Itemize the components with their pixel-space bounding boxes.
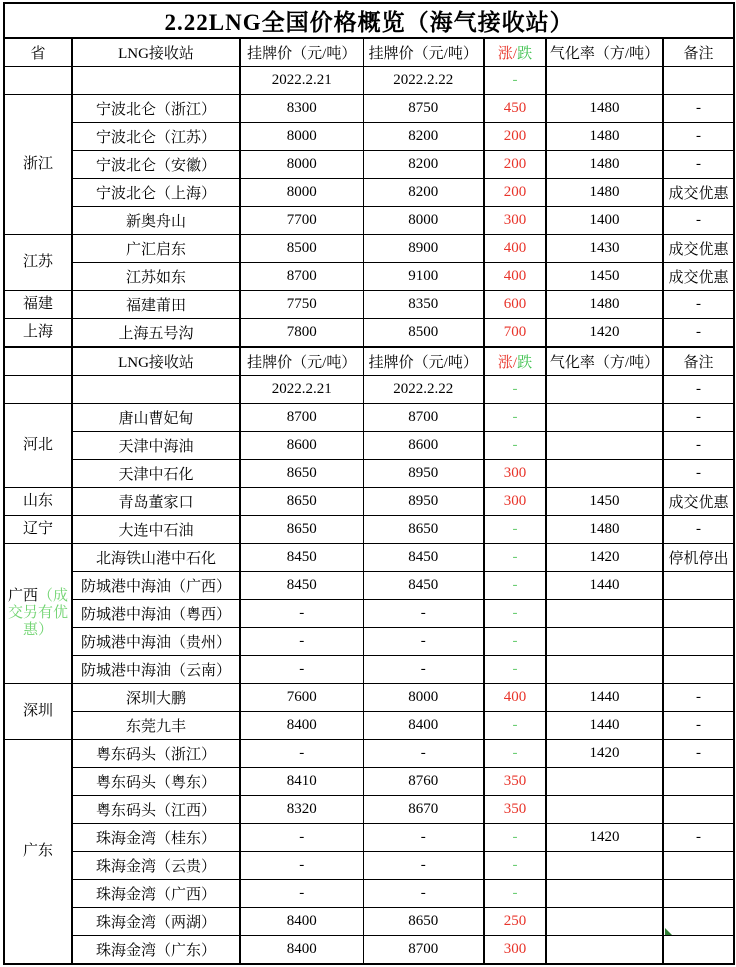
cell-note bbox=[663, 796, 734, 824]
cell-station: 新奥舟山 bbox=[72, 207, 240, 235]
cell-note: - bbox=[663, 319, 734, 348]
cell-station: 天津中石化 bbox=[72, 460, 240, 488]
cell-station: 宁波北仑（安徽） bbox=[72, 151, 240, 179]
date-change: - bbox=[484, 67, 546, 95]
cell-station: 青岛董家口 bbox=[72, 488, 240, 516]
header-note: 备注 bbox=[663, 347, 734, 376]
cell-note bbox=[663, 656, 734, 684]
cell-note bbox=[663, 600, 734, 628]
cell-note bbox=[663, 936, 734, 965]
table-row bbox=[4, 179, 734, 207]
table-row bbox=[4, 207, 734, 235]
cell-change: 700 bbox=[484, 319, 546, 348]
table-row bbox=[4, 712, 734, 740]
cell-rate bbox=[546, 628, 663, 656]
cell-note: - bbox=[663, 712, 734, 740]
cell-rate bbox=[546, 796, 663, 824]
table-row bbox=[4, 263, 734, 291]
cell-province bbox=[4, 488, 72, 516]
cell-note: - bbox=[663, 516, 734, 544]
cell-province bbox=[4, 404, 72, 488]
table-row bbox=[4, 488, 734, 516]
cell-price-2-22: 8350 bbox=[363, 291, 484, 319]
header-row bbox=[4, 347, 734, 376]
cell-rate: 1450 bbox=[546, 488, 663, 516]
header-change-fall: 跌 bbox=[517, 355, 533, 371]
table-row bbox=[4, 460, 734, 488]
cell-rate: 1450 bbox=[546, 263, 663, 291]
cell-rate bbox=[546, 600, 663, 628]
cell-price-2-22: 8700 bbox=[363, 404, 484, 432]
cell-note bbox=[663, 908, 734, 936]
table-row bbox=[4, 235, 734, 263]
cell-price-2-21: 8650 bbox=[240, 488, 363, 516]
cell-change: 300 bbox=[484, 460, 546, 488]
cell-change: - bbox=[484, 544, 546, 572]
date-2-22: 2022.2.22 bbox=[363, 67, 484, 95]
table-row bbox=[4, 319, 734, 348]
cell-rate bbox=[546, 432, 663, 460]
cell-rate: 1430 bbox=[546, 235, 663, 263]
table-row bbox=[4, 404, 734, 432]
cell-change: - bbox=[484, 880, 546, 908]
table-row bbox=[4, 291, 734, 319]
cell-station: 福建莆田 bbox=[72, 291, 240, 319]
cell-rate: 1420 bbox=[546, 824, 663, 852]
table-row bbox=[4, 95, 734, 123]
header-change-slash: / bbox=[512, 355, 518, 371]
cell-change: 450 bbox=[484, 95, 546, 123]
table-row bbox=[4, 880, 734, 908]
cell-rate bbox=[546, 768, 663, 796]
cell-rate: 1480 bbox=[546, 95, 663, 123]
header-station: LNG接收站 bbox=[72, 347, 240, 376]
cell-change: 600 bbox=[484, 291, 546, 319]
table-row bbox=[4, 656, 734, 684]
cell-province bbox=[4, 291, 72, 319]
cell-price-2-21: 8300 bbox=[240, 95, 363, 123]
cell-change: 200 bbox=[484, 179, 546, 207]
date-note bbox=[663, 67, 734, 95]
cell-station: 北海铁山港中石化 bbox=[72, 544, 240, 572]
cell-price-2-21: 8650 bbox=[240, 460, 363, 488]
cell-note: 成交优惠 bbox=[663, 488, 734, 516]
cell-change: 200 bbox=[484, 151, 546, 179]
cell-change: 250 bbox=[484, 908, 546, 936]
cell-station: 唐山曹妃甸 bbox=[72, 404, 240, 432]
cell-rate: 1440 bbox=[546, 712, 663, 740]
cell-price-2-21: - bbox=[240, 740, 363, 768]
date-station-empty bbox=[72, 67, 240, 95]
cell-price-2-22: - bbox=[363, 740, 484, 768]
header-change bbox=[484, 347, 546, 376]
cell-price-2-21: 8450 bbox=[240, 544, 363, 572]
cell-note bbox=[663, 572, 734, 600]
cell-rate: 1400 bbox=[546, 207, 663, 235]
cell-price-2-22: - bbox=[363, 824, 484, 852]
cell-price-2-22: 8650 bbox=[363, 908, 484, 936]
page-title: 2.22LNG全国价格概览（海气接收站） bbox=[4, 3, 734, 38]
cell-price-2-22: 8760 bbox=[363, 768, 484, 796]
table-row bbox=[4, 123, 734, 151]
header-province: 省 bbox=[4, 38, 72, 67]
header-rate: 气化率（方/吨） bbox=[546, 38, 663, 67]
cell-rate: 1420 bbox=[546, 740, 663, 768]
cell-change: - bbox=[484, 432, 546, 460]
cell-station: 天津中海油 bbox=[72, 432, 240, 460]
table-row bbox=[4, 824, 734, 852]
table-row bbox=[4, 432, 734, 460]
cell-price-2-21: 8320 bbox=[240, 796, 363, 824]
cell-price-2-21: 8410 bbox=[240, 768, 363, 796]
date-row bbox=[4, 67, 734, 95]
cell-price-2-22: 8450 bbox=[363, 572, 484, 600]
cell-change: - bbox=[484, 628, 546, 656]
cell-province bbox=[4, 516, 72, 544]
cell-province bbox=[4, 95, 72, 235]
cell-price-2-22: 8200 bbox=[363, 179, 484, 207]
cell-change: - bbox=[484, 516, 546, 544]
cell-station: 防城港中海油（粤西） bbox=[72, 600, 240, 628]
cell-price-2-22: 8900 bbox=[363, 235, 484, 263]
cell-price-2-21: 7700 bbox=[240, 207, 363, 235]
cell-change: - bbox=[484, 740, 546, 768]
cell-station: 东莞九丰 bbox=[72, 712, 240, 740]
table-row bbox=[4, 600, 734, 628]
cell-change: 300 bbox=[484, 936, 546, 965]
province-note: （成交另有优惠） bbox=[7, 587, 69, 639]
cell-price-2-21: 8700 bbox=[240, 263, 363, 291]
cell-change: 400 bbox=[484, 263, 546, 291]
table-row bbox=[4, 796, 734, 824]
date-row bbox=[4, 376, 734, 404]
cell-rate bbox=[546, 908, 663, 936]
province-name: 浙江 bbox=[22, 155, 53, 172]
cell-price-2-21: 7800 bbox=[240, 319, 363, 348]
cell-station: 宁波北仑（浙江） bbox=[72, 95, 240, 123]
cell-price-2-22: 8670 bbox=[363, 796, 484, 824]
cell-price-2-21: 7750 bbox=[240, 291, 363, 319]
table-row bbox=[4, 516, 734, 544]
table-row bbox=[4, 544, 734, 572]
date-change: - bbox=[484, 376, 546, 404]
cell-corner-flag-icon bbox=[665, 928, 672, 935]
cell-rate: 1420 bbox=[546, 544, 663, 572]
cell-station: 广汇启东 bbox=[72, 235, 240, 263]
cell-price-2-22: 8600 bbox=[363, 432, 484, 460]
date-province-empty bbox=[4, 67, 72, 95]
cell-note: - bbox=[663, 151, 734, 179]
header-change bbox=[484, 38, 546, 67]
cell-price-2-21: 8650 bbox=[240, 516, 363, 544]
province-name: 辽宁 bbox=[22, 520, 53, 537]
cell-rate: 1480 bbox=[546, 516, 663, 544]
province-name: 广西 bbox=[7, 587, 38, 604]
cell-station: 宁波北仑（江苏） bbox=[72, 123, 240, 151]
cell-note: 停机停出 bbox=[663, 544, 734, 572]
cell-note: - bbox=[663, 460, 734, 488]
province-name: 上海 bbox=[22, 323, 53, 340]
table-row bbox=[4, 628, 734, 656]
date-rate bbox=[546, 376, 663, 404]
cell-station: 江苏如东 bbox=[72, 263, 240, 291]
date-province-empty bbox=[4, 376, 72, 404]
cell-station: 粤东码头（江西） bbox=[72, 796, 240, 824]
cell-price-2-21: 8700 bbox=[240, 404, 363, 432]
table-row bbox=[4, 852, 734, 880]
cell-price-2-22: 8000 bbox=[363, 207, 484, 235]
cell-price-2-22: - bbox=[363, 600, 484, 628]
cell-price-2-21: - bbox=[240, 628, 363, 656]
cell-price-2-22: 8000 bbox=[363, 684, 484, 712]
cell-note bbox=[663, 852, 734, 880]
cell-price-2-22: 8650 bbox=[363, 516, 484, 544]
province-name: 江苏 bbox=[22, 253, 53, 270]
table-row bbox=[4, 768, 734, 796]
date-2-22: 2022.2.22 bbox=[363, 376, 484, 404]
cell-rate: 1480 bbox=[546, 123, 663, 151]
header-station: LNG接收站 bbox=[72, 38, 240, 67]
cell-price-2-22: 8750 bbox=[363, 95, 484, 123]
cell-price-2-22: - bbox=[363, 628, 484, 656]
cell-change: - bbox=[484, 572, 546, 600]
cell-note: - bbox=[663, 95, 734, 123]
header-rate: 气化率（方/吨） bbox=[546, 347, 663, 376]
cell-price-2-22: 8950 bbox=[363, 488, 484, 516]
title-row bbox=[4, 3, 734, 38]
cell-price-2-21: 8000 bbox=[240, 123, 363, 151]
cell-price-2-21: 8450 bbox=[240, 572, 363, 600]
cell-rate bbox=[546, 936, 663, 965]
cell-price-2-21: - bbox=[240, 656, 363, 684]
header-change-fall: 跌 bbox=[517, 46, 533, 62]
cell-change: - bbox=[484, 824, 546, 852]
cell-price-2-22: 8500 bbox=[363, 319, 484, 348]
cell-price-2-21: 8500 bbox=[240, 235, 363, 263]
cell-station: 珠海金湾（广东） bbox=[72, 936, 240, 965]
cell-change: 400 bbox=[484, 684, 546, 712]
header-note: 备注 bbox=[663, 38, 734, 67]
cell-price-2-22: 9100 bbox=[363, 263, 484, 291]
header-row bbox=[4, 38, 734, 67]
cell-change: - bbox=[484, 852, 546, 880]
cell-price-2-22: 8450 bbox=[363, 544, 484, 572]
province-name: 河北 bbox=[22, 436, 53, 453]
header-province bbox=[4, 347, 72, 376]
cell-price-2-21: 8000 bbox=[240, 151, 363, 179]
cell-station: 防城港中海油（广西） bbox=[72, 572, 240, 600]
cell-rate bbox=[546, 656, 663, 684]
cell-rate: 1440 bbox=[546, 684, 663, 712]
cell-note bbox=[663, 768, 734, 796]
date-station-empty bbox=[72, 376, 240, 404]
header-change-slash: / bbox=[512, 46, 518, 62]
cell-note: 成交优惠 bbox=[663, 179, 734, 207]
cell-station: 防城港中海油（云南） bbox=[72, 656, 240, 684]
cell-price-2-21: 7600 bbox=[240, 684, 363, 712]
table-row bbox=[4, 572, 734, 600]
cell-province bbox=[4, 684, 72, 740]
date-note: - bbox=[663, 376, 734, 404]
province-name: 福建 bbox=[22, 295, 53, 312]
cell-price-2-22: 8700 bbox=[363, 936, 484, 965]
province-name: 深圳 bbox=[22, 702, 53, 719]
table-row bbox=[4, 740, 734, 768]
cell-note: - bbox=[663, 207, 734, 235]
cell-station: 珠海金湾（云贵） bbox=[72, 852, 240, 880]
cell-change: 350 bbox=[484, 796, 546, 824]
cell-station: 珠海金湾（广西） bbox=[72, 880, 240, 908]
cell-change: - bbox=[484, 600, 546, 628]
cell-rate: 1480 bbox=[546, 151, 663, 179]
cell-province bbox=[4, 319, 72, 348]
cell-station: 深圳大鹏 bbox=[72, 684, 240, 712]
cell-station: 珠海金湾（桂东） bbox=[72, 824, 240, 852]
cell-price-2-21: 8400 bbox=[240, 936, 363, 965]
cell-price-2-22: 8200 bbox=[363, 123, 484, 151]
cell-price-2-21: - bbox=[240, 852, 363, 880]
cell-change: 200 bbox=[484, 123, 546, 151]
cell-price-2-22: - bbox=[363, 852, 484, 880]
header-price-2-21: 挂牌价（元/吨） bbox=[240, 347, 363, 376]
cell-rate bbox=[546, 460, 663, 488]
header-price-2-22: 挂牌价（元/吨） bbox=[363, 347, 484, 376]
cell-price-2-21: 8400 bbox=[240, 712, 363, 740]
table-row bbox=[4, 936, 734, 965]
cell-change: 350 bbox=[484, 768, 546, 796]
cell-change: 400 bbox=[484, 235, 546, 263]
header-price-2-21: 挂牌价（元/吨） bbox=[240, 38, 363, 67]
cell-price-2-21: - bbox=[240, 600, 363, 628]
cell-price-2-22: 8200 bbox=[363, 151, 484, 179]
cell-note: 成交优惠 bbox=[663, 263, 734, 291]
cell-change: 300 bbox=[484, 488, 546, 516]
cell-change: 300 bbox=[484, 207, 546, 235]
cell-change: - bbox=[484, 404, 546, 432]
cell-note: 成交优惠 bbox=[663, 235, 734, 263]
cell-rate bbox=[546, 404, 663, 432]
cell-rate bbox=[546, 852, 663, 880]
province-name: 广东 bbox=[22, 842, 53, 859]
cell-province bbox=[4, 544, 72, 684]
cell-rate bbox=[546, 880, 663, 908]
cell-change: - bbox=[484, 656, 546, 684]
cell-note: - bbox=[663, 740, 734, 768]
date-rate bbox=[546, 67, 663, 95]
lng-price-table bbox=[3, 2, 735, 965]
cell-station: 珠海金湾（两湖） bbox=[72, 908, 240, 936]
cell-rate: 1440 bbox=[546, 572, 663, 600]
cell-note bbox=[663, 880, 734, 908]
cell-station: 粤东码头（浙江） bbox=[72, 740, 240, 768]
cell-price-2-22: - bbox=[363, 656, 484, 684]
header-price-2-22: 挂牌价（元/吨） bbox=[363, 38, 484, 67]
date-2-21: 2022.2.21 bbox=[240, 67, 363, 95]
cell-province bbox=[4, 235, 72, 291]
cell-station: 防城港中海油（贵州） bbox=[72, 628, 240, 656]
cell-rate: 1420 bbox=[546, 319, 663, 348]
cell-price-2-21: 8400 bbox=[240, 908, 363, 936]
cell-price-2-22: - bbox=[363, 880, 484, 908]
header-change-rise: 涨 bbox=[497, 355, 513, 371]
date-2-21: 2022.2.21 bbox=[240, 376, 363, 404]
cell-province bbox=[4, 740, 72, 965]
cell-note: - bbox=[663, 684, 734, 712]
cell-station: 大连中石油 bbox=[72, 516, 240, 544]
province-name: 山东 bbox=[22, 492, 53, 509]
cell-note: - bbox=[663, 432, 734, 460]
cell-price-2-22: 8950 bbox=[363, 460, 484, 488]
cell-station: 粤东码头（粤东） bbox=[72, 768, 240, 796]
cell-rate: 1480 bbox=[546, 179, 663, 207]
cell-price-2-21: - bbox=[240, 824, 363, 852]
cell-note: - bbox=[663, 404, 734, 432]
cell-rate: 1480 bbox=[546, 291, 663, 319]
cell-station: 宁波北仑（上海） bbox=[72, 179, 240, 207]
cell-change: - bbox=[484, 712, 546, 740]
cell-station: 上海五号沟 bbox=[72, 319, 240, 348]
cell-price-2-22: 8400 bbox=[363, 712, 484, 740]
cell-note bbox=[663, 628, 734, 656]
cell-price-2-21: - bbox=[240, 880, 363, 908]
header-change-rise: 涨 bbox=[497, 46, 513, 62]
table-row bbox=[4, 908, 734, 936]
cell-note: - bbox=[663, 824, 734, 852]
table-row bbox=[4, 684, 734, 712]
cell-note: - bbox=[663, 291, 734, 319]
cell-price-2-21: 8000 bbox=[240, 179, 363, 207]
cell-note: - bbox=[663, 123, 734, 151]
cell-price-2-21: 8600 bbox=[240, 432, 363, 460]
table-row bbox=[4, 151, 734, 179]
